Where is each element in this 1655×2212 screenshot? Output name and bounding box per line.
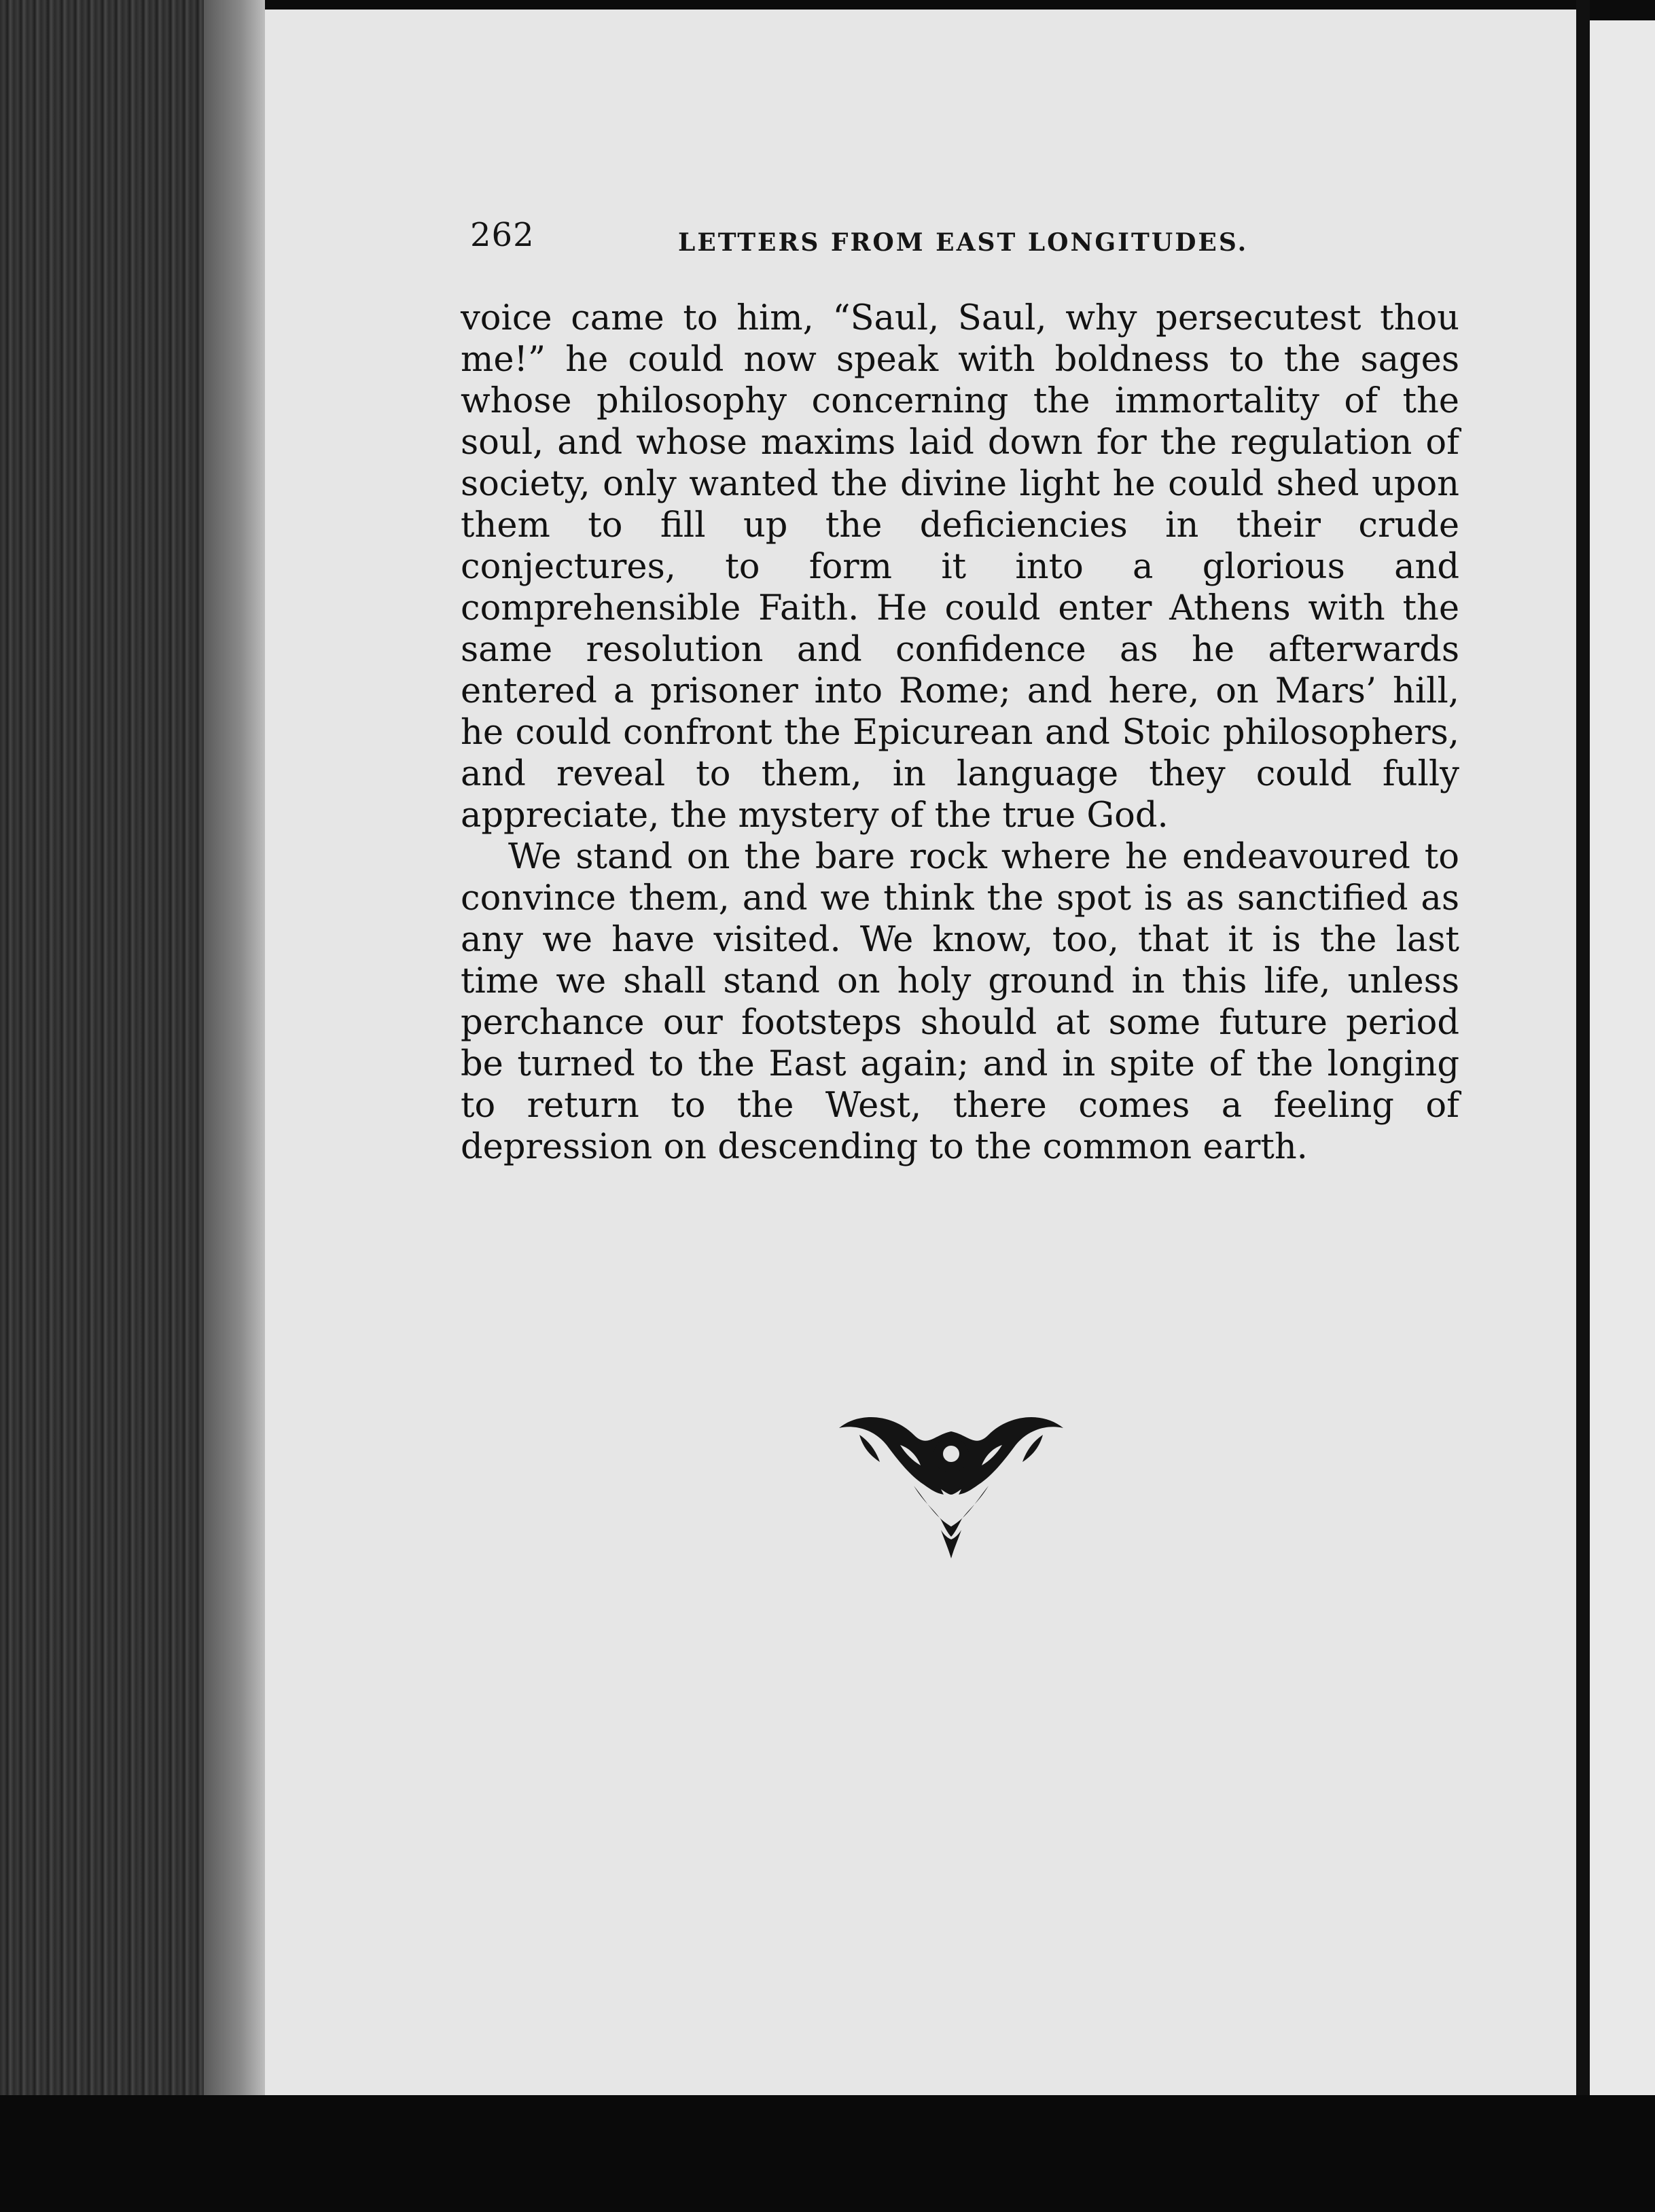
book-page-edges	[0, 0, 265, 2212]
floral-tailpiece-ornament-icon	[832, 1408, 1070, 1560]
running-head	[470, 216, 1265, 257]
book-gutter	[1576, 0, 1590, 2212]
body-text	[461, 298, 1459, 1168]
page-number: 262	[470, 216, 535, 254]
running-head-title: LETTERS FROM EAST LONGITUDES.	[678, 228, 1249, 257]
facing-page-edge	[1590, 20, 1655, 2099]
paragraph: We stand on the bare rock where he endeavoured to convince them, and we think the spot is as sanctified as any we have visited. We know, too, that it is the last time we shall stand on holy ground in this life, unless perchance our footsteps should at some future period be turned to the East again; and in spite of the longing to return to the West, there comes a feeling of depression on descending to the common earth.	[461, 837, 1459, 1167]
scan-background	[0, 2095, 1655, 2212]
paragraph-continued: voice came to him, “Saul, Saul, why persecutest thou me!” he could now speak with boldness to the sages whose philosophy concerning the immortality of the soul, and whose maxims laid down for the regulation of society, only wanted the divine light he could shed upon them to fill up the deficiencies in their crude conjectures, to form it into a glorious and comprehensible Faith. He could enter Athens with the same resolution and confidence as he afterwards entered a prisoner into Rome; and here, on Mars’ hill, he could confront the Epicurean and Stoic philosophers, and reveal to them, in language they could fully appreciate, the mystery of the true God.	[461, 298, 1459, 836]
